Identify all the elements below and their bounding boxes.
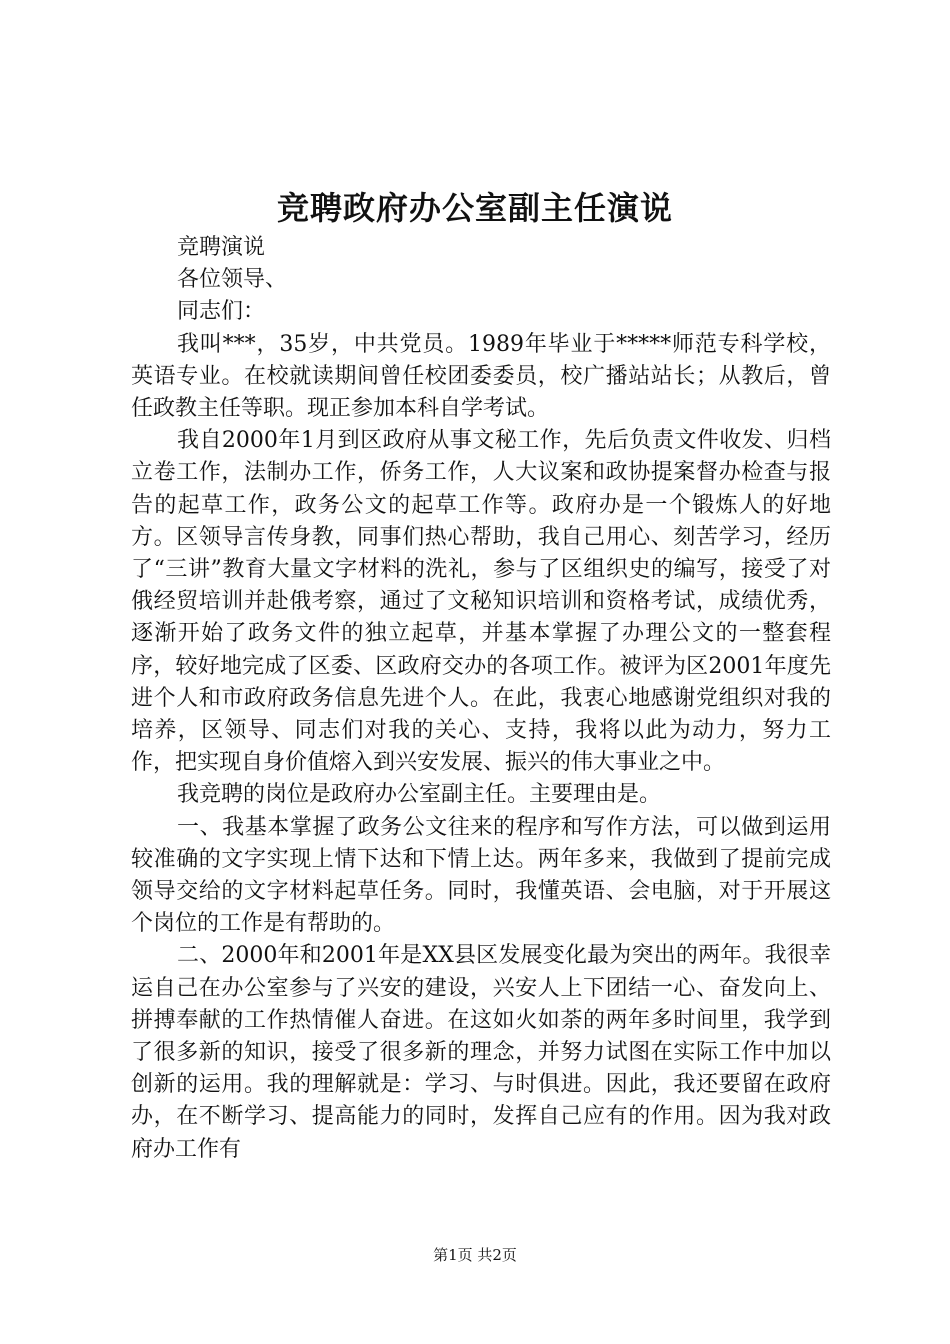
- paragraph-salutation-1: 各位领导、: [177, 267, 288, 293]
- page-number-footer: 第1页 共2页: [433, 1246, 517, 1264]
- paragraph-experience: 我自2000年1月到区政府从事文秘工作，先后负责文件收发、归档立卷工作，法制办工作，侨务工作，人大议案和政协提案督办检查与报告的起草工作，政务公文的起草工作等。政府办是一个锻炼人的好地方。区领导言传身教，同事们热心帮助，我自己用心、刻苦学习，经历了“三讲”教育大量文字材料的洗礼，参与了区组织史的编写，接受了对俄经贸培训并赴俄考察，通过了文秘知识培训和资格考试，成绩优秀，逐渐开始了政务文件的独立起草，并基本掌握了办理公文的一整套程序，较好地完成了区委、区政府交办的各项工作。被评为区2001年度先进个人和市政府政务信息先进个人。在此，我衷心地感谢党组织对我的培养，区领导、同志们对我的关心、支持，我将以此为动力，努力工作，把实现自身价值熔入到兴安发展、振兴的伟大事业之中。: [131, 428, 831, 776]
- document-title: 竞聘政府办公室副主任演说: [276, 189, 673, 227]
- paragraph-reason-2: 二、2000年和2001年是XX县区发展变化最为突出的两年。我很幸运自己在办公室参与了兴安的建设，兴安人上下团结一心、奋发向上、拼搏奉献的工作热情催人奋进。在这如火如荼的两年多时间里，我学到了很多新的知识，接受了很多新的理念，并努力试图在实际工作中加以创新的运用。我的理解就是：学习、与时俱进。因此，我还要留在政府办，在不断学习、提高能力的同时，发挥自己应有的作用。因为我对政府办工作有: [131, 943, 831, 1162]
- paragraph-position: 我竞聘的岗位是政府办公室副主任。主要理由是。: [177, 782, 662, 808]
- paragraph-salutation-2: 同志们：: [177, 299, 266, 325]
- paragraph-reason-1: 一、我基本掌握了政务公文往来的程序和写作方法，可以做到运用较准确的文字实现上情下达和下情上达。两年多来，我做到了提前完成领导交给的文字材料起草任务。同时，我懂英语、会电脑，对于开展这个岗位的工作是有帮助的。: [131, 814, 831, 937]
- paragraph-intro: 我叫***，35岁，中共党员。1989年毕业于*****师范专科学校，英语专业。在校就读期间曾任校团委委员，校广播站站长；从教后，曾任政教主任等职。现正参加本科自学考试。: [131, 331, 831, 422]
- paragraph-heading: 竞聘演说: [177, 235, 266, 260]
- document-body: [131, 232, 831, 1166]
